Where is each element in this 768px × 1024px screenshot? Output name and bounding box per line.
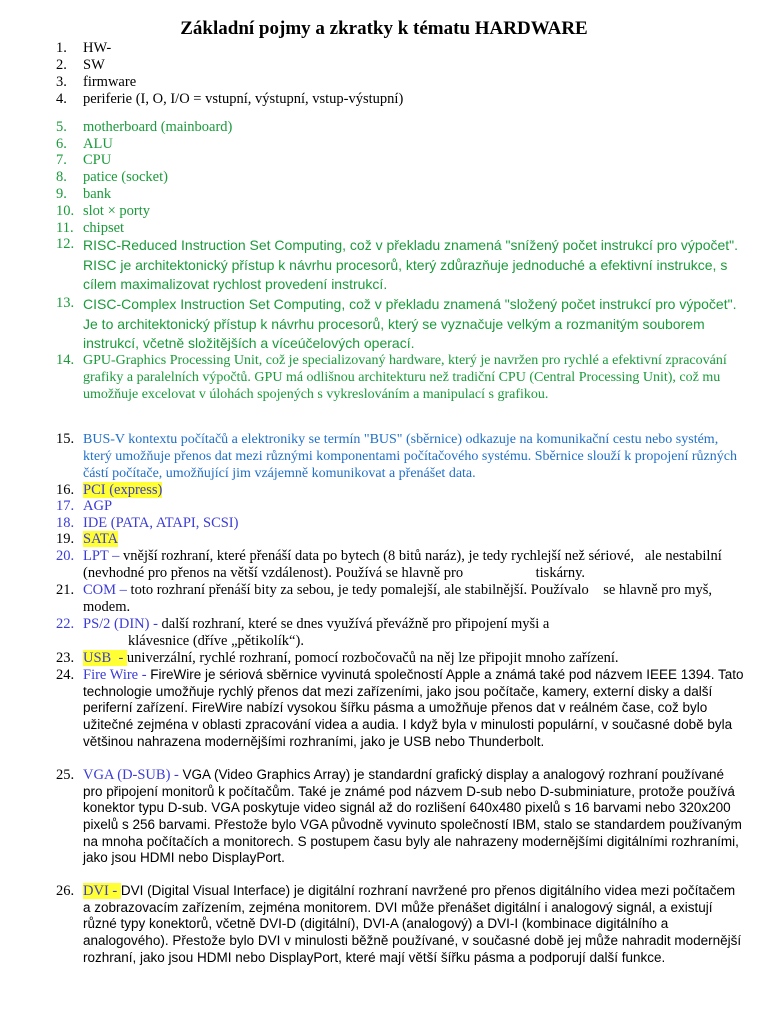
highlighted-term: SATA: [83, 531, 119, 547]
item-number: 9.: [56, 186, 67, 202]
item-text: SW: [83, 57, 105, 73]
item-text: IDE (PATA, ATAPI, SCSI): [83, 515, 239, 531]
item-text: chipset: [83, 220, 125, 236]
item-number: 16.: [56, 482, 75, 498]
item-number: 24.: [56, 667, 75, 683]
item-number: 7.: [56, 152, 67, 168]
list-item: [56, 352, 746, 422]
item-number: 10.: [56, 203, 75, 219]
item-number: 23.: [56, 650, 75, 666]
list-item: [56, 57, 746, 74]
list-item: [56, 482, 746, 499]
term: PS/2 (DIN) -: [83, 616, 162, 632]
item-number: 4.: [56, 91, 67, 107]
item-number: 13.: [56, 295, 75, 311]
item-number: 26.: [56, 883, 75, 899]
item-text: periferie (I, O, I/O = vstupní, výstupní, vstup-výstupní): [83, 91, 404, 107]
item-text: [83, 582, 745, 616]
definition-continued: klávesnice (dříve „pětikolík“).: [128, 633, 304, 649]
list-item: [56, 91, 746, 108]
list-item: [56, 767, 746, 883]
item-number: 18.: [56, 515, 75, 531]
list-item: [56, 667, 746, 767]
page-title: Základní pojmy a zkratky k tématu HARDWARE: [180, 18, 588, 39]
list-item: [56, 236, 746, 296]
item-text: [83, 616, 745, 633]
list-item: [56, 498, 746, 515]
definition: DVI (Digital Visual Interface) je digitální rozhraní navržené pro přenos digitálního videa mezi počítačem a zobrazovacím zařízením, zejména monitorem. DVI může přenášet digitální i analogový signál, a existují různé typy konektorů, včetně DVI-D (digitální), DVI-A (analogový) a DVI-I (kombinace digitálního a analogového). Přestože bylo DVI v minulosti běžně používané, v současné době jej může nahradit modernější rozhraní, jako jsou HDMI nebo DisplayPort, které mají větší šířku pásma a podporují další funkce.: [83, 883, 742, 965]
item-number: 6.: [56, 136, 67, 152]
definition: vnější rozhraní, které přenáší data po bytech (8 bitů naráz), je tedy rychlejší než sériové, ale nestabilní (nevhodné pro přenos na větší vzdálenost). Používá se hlavně pro tiskárny.: [83, 548, 726, 581]
list-item: [56, 136, 746, 153]
list-item: [56, 119, 746, 136]
definition: další rozhraní, které se dnes využívá převážně pro připojení myši a: [161, 616, 550, 632]
item-text: [83, 531, 745, 548]
list-item: [56, 650, 746, 667]
item-text: [83, 667, 745, 750]
item-number: 20.: [56, 548, 75, 564]
list-item: [56, 74, 746, 91]
item-text: HW-: [83, 40, 112, 56]
term: LPT –: [83, 548, 124, 564]
item-number: 22.: [56, 616, 75, 632]
definition: univerzální, rychlé rozhraní, pomocí rozbočovačů na něj lze připojit mnoho zařízení.: [126, 650, 619, 666]
item-text: CPU: [83, 152, 112, 168]
item-text: bank: [83, 186, 112, 202]
list-item: [56, 515, 746, 532]
list-item: [56, 616, 746, 650]
item-number: 25.: [56, 767, 75, 783]
item-number: 14.: [56, 352, 75, 368]
item-text: firmware: [83, 74, 137, 90]
item-number: 2.: [56, 57, 67, 73]
item-text: [83, 482, 745, 499]
item-text: patice (socket): [83, 169, 168, 185]
item-number: 11.: [56, 220, 74, 236]
item-number: 3.: [56, 74, 67, 90]
item-text: AGP: [83, 498, 113, 514]
highlighted-term: USB -: [83, 650, 127, 666]
item-text: GPU-Graphics Processing Unit, což je specializovaný hardware, který je navržen pro rychlé a efektivní zpracování grafiky a paralelních výpočtů. GPU má odlišnou architekturu než tradiční CPU (Central Processing Unit), což mu umožňuje excelovat v úlohách spojených s vykreslováním a manipulací s grafikou.: [83, 353, 727, 402]
item-number: 1.: [56, 40, 67, 56]
item-number: 19.: [56, 531, 75, 547]
list-item: [56, 531, 746, 548]
highlighted-term: DVI -: [83, 883, 121, 899]
list-item: [56, 186, 746, 203]
list-item: [56, 431, 746, 483]
list-item: [56, 548, 746, 582]
item-number: 8.: [56, 169, 67, 185]
term: COM –: [83, 582, 131, 598]
list-item: [56, 152, 746, 169]
item-text: [83, 650, 745, 667]
definition: toto rozhraní přenáší bity za sebou, je tedy pomalejší, ale stabilnější. Používalo se hlavně pro myš, modem.: [83, 582, 716, 615]
item-number: 17.: [56, 498, 75, 514]
list-item: [56, 295, 746, 355]
item-text: [83, 548, 745, 582]
item-text: [83, 767, 745, 867]
list-item: [56, 582, 746, 616]
list-item: [56, 883, 746, 983]
item-text: BUS-V kontextu počítačů a elektroniky se termín "BUS" (sběrnice) odkazuje na komunikační cestu nebo systém, který umožňuje přenos dat mezi různými komponentami počítačového systému. Sběrnice slouží k propojení různých částí počítače, umožňující jim vzájemně komunikovat a přenášet data.: [83, 432, 737, 481]
term: Fire Wire -: [83, 667, 151, 683]
highlighted-term: PCI (express): [83, 482, 163, 498]
list-item: [56, 40, 746, 57]
item-number: 12.: [56, 236, 75, 252]
item-text: ALU: [83, 136, 113, 152]
item-text: slot × porty: [83, 203, 150, 219]
item-text: RISC-Reduced Instruction Set Computing, což v překladu znamená "snížený počet instrukcí pro výpočet". RISC je architektonický přístup k návrhu procesorů, který zdůrazňuje jednoduché a efektivní instrukce, s cílem maximalizovat rychlost provedení instrukcí.: [83, 237, 739, 292]
list-item: [56, 203, 746, 220]
item-text: motherboard (mainboard): [83, 119, 233, 135]
definition: FireWire je sériová sběrnice vyvinutá společností Apple a známá také pod názvem IEEE 1394. Tato technologie umožňuje rychlý přenos dat mezi zařízeními, jako jsou počítače, kamery, externí disky a další periferní zařízení. FireWire nabízí vysokou šířku pásma a umožňuje přenos dat v reálném čase, což bylo užitečné zejména v oblasti zpracování videa a audia. I když byla v minulosti populární, v současné době byla většinou nahrazena modernějšími rozhraními, jako je USB nebo Thunderbolt.: [83, 667, 744, 749]
item-number: 5.: [56, 119, 67, 135]
item-text: CISC-Complex Instruction Set Computing, což v překladu znamená "složený počet instrukcí pro výpočet". Je to architektonický přístup k návrhu procesorů, který se vyznačuje velkým a rozmanitým souborem instrukcí, včetně složitějších a víceúčelových operací.: [83, 296, 737, 351]
item-number: 21.: [56, 582, 75, 598]
term: VGA (D-SUB) -: [83, 767, 183, 783]
definition: VGA (Video Graphics Array) je standardní grafický display a analogový rozhraní používané pro připojení monitorů k počítačům. Také je známé pod názvem D-sub nebo D-subminiature, protože používá konektor typu D-sub. VGA poskytuje video signál až do rozlišení 640x480 pixelů s 16 barvami nebo 320x200 pixelů s 256 barvami. Přestože bylo VGA původně vyvinuto společností IBM, stalo se standardem používaným na mnoha počítačích a monitorech. S postupem času byly ale nahrazeny modernějšími digitálními rozhraními, jako jsou HDMI nebo DisplayPort.: [83, 767, 742, 866]
list-item: [56, 220, 746, 237]
item-number: 15.: [56, 431, 75, 447]
item-text: [83, 883, 745, 966]
list-item: [56, 169, 746, 186]
